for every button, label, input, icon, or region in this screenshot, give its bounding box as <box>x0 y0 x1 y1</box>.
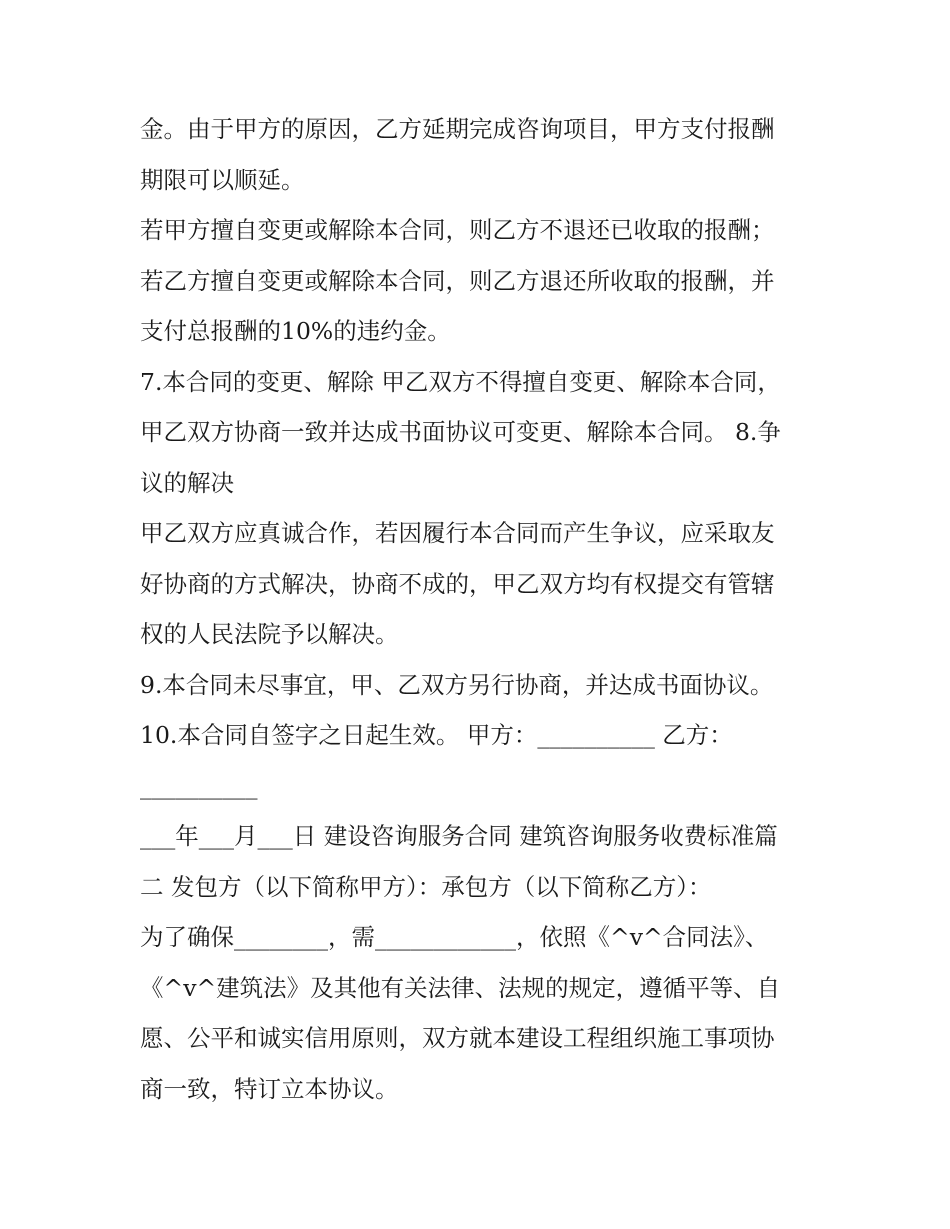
text-line: 《^v^建筑法》及其他有关法律、法规的规定，遵循平等、自 <box>140 973 781 1002</box>
text-line: 甲乙双方应真诚合作，若因履行本合同而产生争议，应采取友 <box>140 519 775 547</box>
contract-text <box>140 104 820 1114</box>
text-line: 权的人民法院予以解决。 <box>140 620 399 648</box>
text-line: 支付总报酬的10%的违约金。 <box>140 317 451 345</box>
text-line: 好协商的方式解决，协商不成的，甲乙双方均有权提交有管辖 <box>140 569 775 598</box>
text-line: 若乙方擅自变更或解除本合同，则乙方退还所收取的报酬，并 <box>140 266 775 295</box>
text-line: 二 发包方（以下简称甲方）：承包方（以下简称乙方）： <box>140 872 712 901</box>
text-line: 7.本合同的变更、解除 甲乙双方不得擅自变更、解除本合同， <box>140 367 781 396</box>
text-line: 为了确保________，需____________，依照《^v^合同法》、 <box>140 923 769 951</box>
text-line: 甲乙双方协商一致并达成书面协议可变更、解除本合同。 8.争 <box>140 418 781 446</box>
text-line: 议的解决 <box>140 468 234 497</box>
text-line: 金。由于甲方的原因，乙方延期完成咨询项目，甲方支付报酬 <box>140 115 775 143</box>
text-line: 10.本合同自签字之日起生效。 甲方：__________ 乙方： <box>140 721 733 749</box>
text-line: 商一致，特订立本协议。 <box>140 1074 399 1103</box>
text-line: ___年___月___日 建设咨询服务合同 建筑咨询服务收费标准篇 <box>140 822 778 850</box>
text-line: 愿、公平和诚实信用原则，双方就本建设工程组织施工事项协 <box>140 1024 775 1052</box>
text-line: 9.本合同未尽事宜，甲、乙双方另行协商，并达成书面协议。 <box>140 670 774 699</box>
text-line: 期限可以顺延。 <box>140 165 305 194</box>
text-line: 若甲方擅自变更或解除本合同，则乙方不退还已收取的报酬； <box>140 216 775 244</box>
text-line: __________ <box>140 771 258 800</box>
